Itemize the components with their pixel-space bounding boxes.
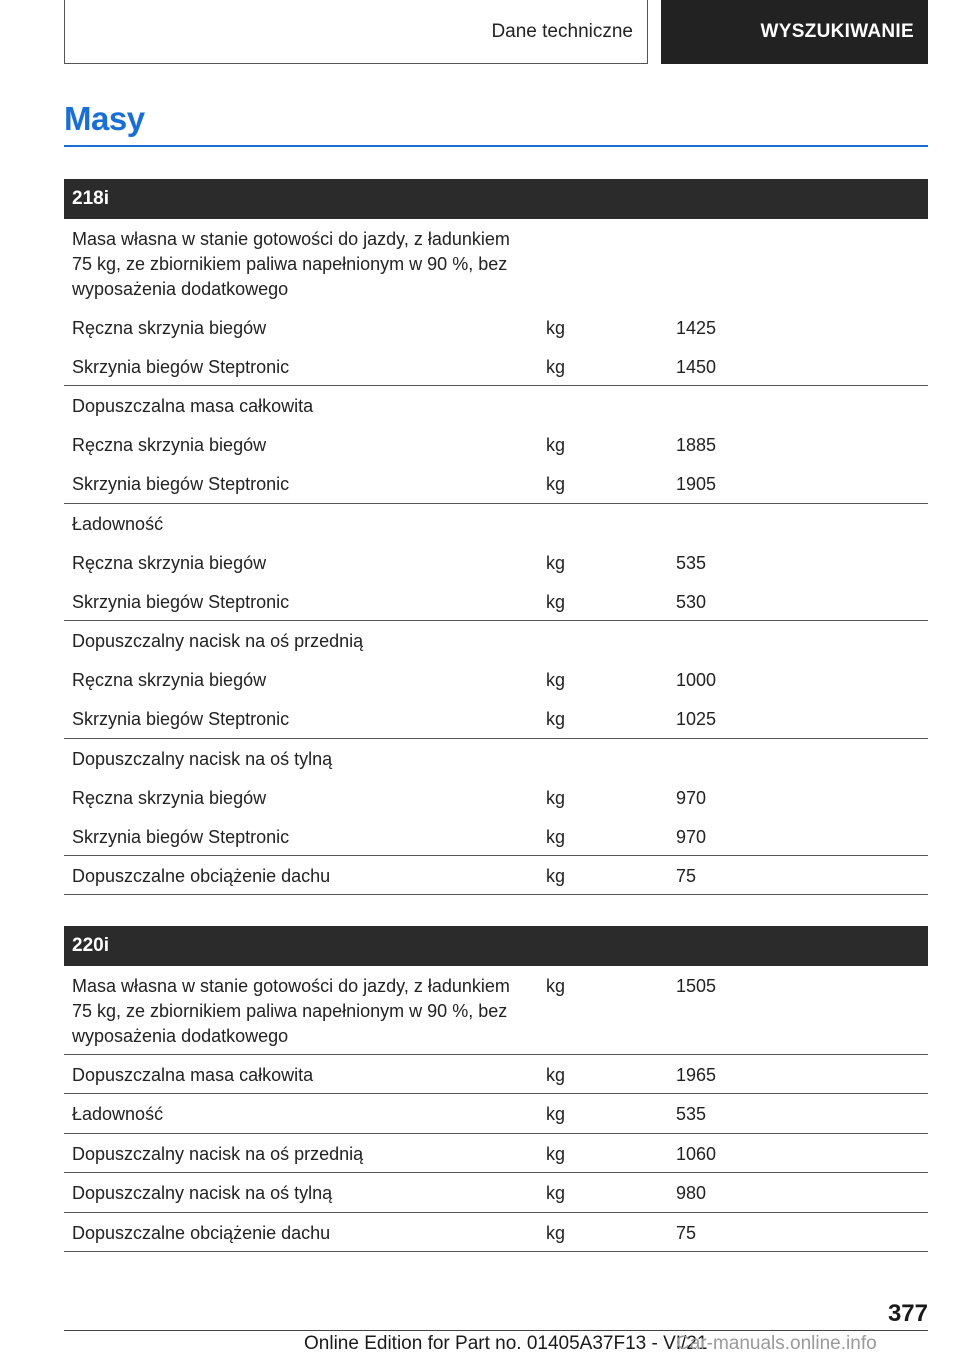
- row-label: Dopuszczalny nacisk na oś tylną: [72, 1183, 333, 1203]
- section-tab[interactable]: [64, 0, 648, 64]
- row-unit: kg: [546, 1104, 566, 1124]
- table-218i: [64, 179, 928, 886]
- row-label: Skrzynia biegów Steptronic: [72, 357, 290, 377]
- page-title: Masy: [64, 100, 145, 137]
- row-unit: kg: [546, 318, 566, 338]
- row-separator: [64, 620, 928, 621]
- row-label: Masa własna w stanie gotowości do jazdy, z ładunkiem: [72, 976, 510, 996]
- row-separator: [64, 1093, 928, 1094]
- row-label: Ręczna skrzynia biegów: [72, 318, 267, 338]
- row-label: Skrzynia biegów Steptronic: [72, 827, 290, 847]
- row-unit: kg: [546, 866, 566, 886]
- row-unit: kg: [546, 1065, 566, 1085]
- watermark: Car-manuals.online.info: [676, 1333, 877, 1354]
- row-value: 980: [676, 1183, 707, 1203]
- row-label: Dopuszczalna masa całkowita: [72, 396, 314, 416]
- page-header: [64, 0, 928, 66]
- row-unit: kg: [546, 976, 566, 996]
- row-unit: kg: [546, 553, 566, 573]
- row-label: Dopuszczalna masa całkowita: [72, 1065, 314, 1085]
- row-separator: [64, 894, 928, 895]
- edition-text: Online Edition for Part no. 01405A37F13 - VI/21: [304, 1333, 708, 1354]
- row-label: Dopuszczalne obciążenie dachu: [72, 866, 331, 886]
- row-value: 1025: [676, 709, 717, 729]
- row-label: Ładowność: [72, 1104, 164, 1124]
- row-unit: kg: [546, 435, 566, 455]
- row-value: 75: [676, 1223, 697, 1243]
- row-value: 1885: [676, 435, 717, 455]
- row-label: Dopuszczalny nacisk na oś tylną: [72, 749, 333, 769]
- row-separator: [64, 1172, 928, 1173]
- page-number: 377: [887, 1300, 928, 1327]
- row-value: 1000: [676, 670, 717, 690]
- row-value: 970: [676, 788, 707, 808]
- row-value: 1060: [676, 1144, 717, 1164]
- row-value: 1450: [676, 357, 717, 377]
- row-label: Skrzynia biegów Steptronic: [72, 474, 290, 494]
- row-unit: kg: [546, 670, 566, 690]
- row-separator: [64, 1212, 928, 1213]
- row-label: wyposażenia dodatkowego: [72, 1026, 289, 1046]
- row-label: Skrzynia biegów Steptronic: [72, 709, 290, 729]
- row-unit: kg: [546, 827, 566, 847]
- row-label: Masa własna w stanie gotowości do jazdy, z ładunkiem: [72, 229, 510, 249]
- row-label: Dopuszczalne obciążenie dachu: [72, 1223, 331, 1243]
- row-label: 75 kg, ze zbiornikiem paliwa napełnionym w 90 %, bez: [72, 254, 508, 274]
- row-separator: [64, 503, 928, 504]
- table-head-220i: 220i: [64, 926, 928, 966]
- row-unit: kg: [546, 592, 566, 612]
- row-label: Dopuszczalny nacisk na oś przednią: [72, 631, 364, 651]
- row-separator: [64, 738, 928, 739]
- row-separator: [64, 1133, 928, 1134]
- section-tab-label: Dane techniczne: [491, 20, 633, 42]
- row-value: 970: [676, 827, 707, 847]
- row-separator: [64, 855, 928, 856]
- row-value: 1505: [676, 976, 717, 996]
- row-separator: [64, 1251, 928, 1252]
- row-unit: kg: [546, 1183, 566, 1203]
- row-separator: [64, 385, 928, 386]
- table-head-218i: 218i: [64, 179, 928, 219]
- row-value: 530: [676, 592, 707, 612]
- row-label: Skrzynia biegów Steptronic: [72, 592, 290, 612]
- row-value: 1965: [676, 1065, 717, 1085]
- row-label: Ręczna skrzynia biegów: [72, 788, 267, 808]
- row-unit: kg: [546, 357, 566, 377]
- row-unit: kg: [546, 1144, 566, 1164]
- row-value: 1425: [676, 318, 717, 338]
- row-unit: kg: [546, 709, 566, 729]
- search-tab-label: WYSZUKIWANIE: [760, 21, 914, 42]
- row-label: 75 kg, ze zbiornikiem paliwa napełnionym w 90 %, bez: [72, 1001, 508, 1021]
- row-separator: [64, 1054, 928, 1055]
- table-220i: [64, 926, 928, 1243]
- row-unit: kg: [546, 788, 566, 808]
- row-value: 1905: [676, 474, 717, 494]
- row-label: wyposażenia dodatkowego: [72, 279, 289, 299]
- row-label: Ręczna skrzynia biegów: [72, 670, 267, 690]
- title-rule: [64, 145, 928, 147]
- footer-rule: [64, 1330, 928, 1331]
- row-unit: kg: [546, 474, 566, 494]
- row-value: 75: [676, 866, 697, 886]
- row-label: Ręczna skrzynia biegów: [72, 435, 267, 455]
- row-label: Dopuszczalny nacisk na oś przednią: [72, 1144, 364, 1164]
- row-value: 535: [676, 1104, 707, 1124]
- row-label: Ręczna skrzynia biegów: [72, 553, 267, 573]
- search-tab[interactable]: [661, 0, 928, 64]
- row-value: 535: [676, 553, 707, 573]
- row-unit: kg: [546, 1223, 566, 1243]
- row-label: Ładowność: [72, 514, 164, 534]
